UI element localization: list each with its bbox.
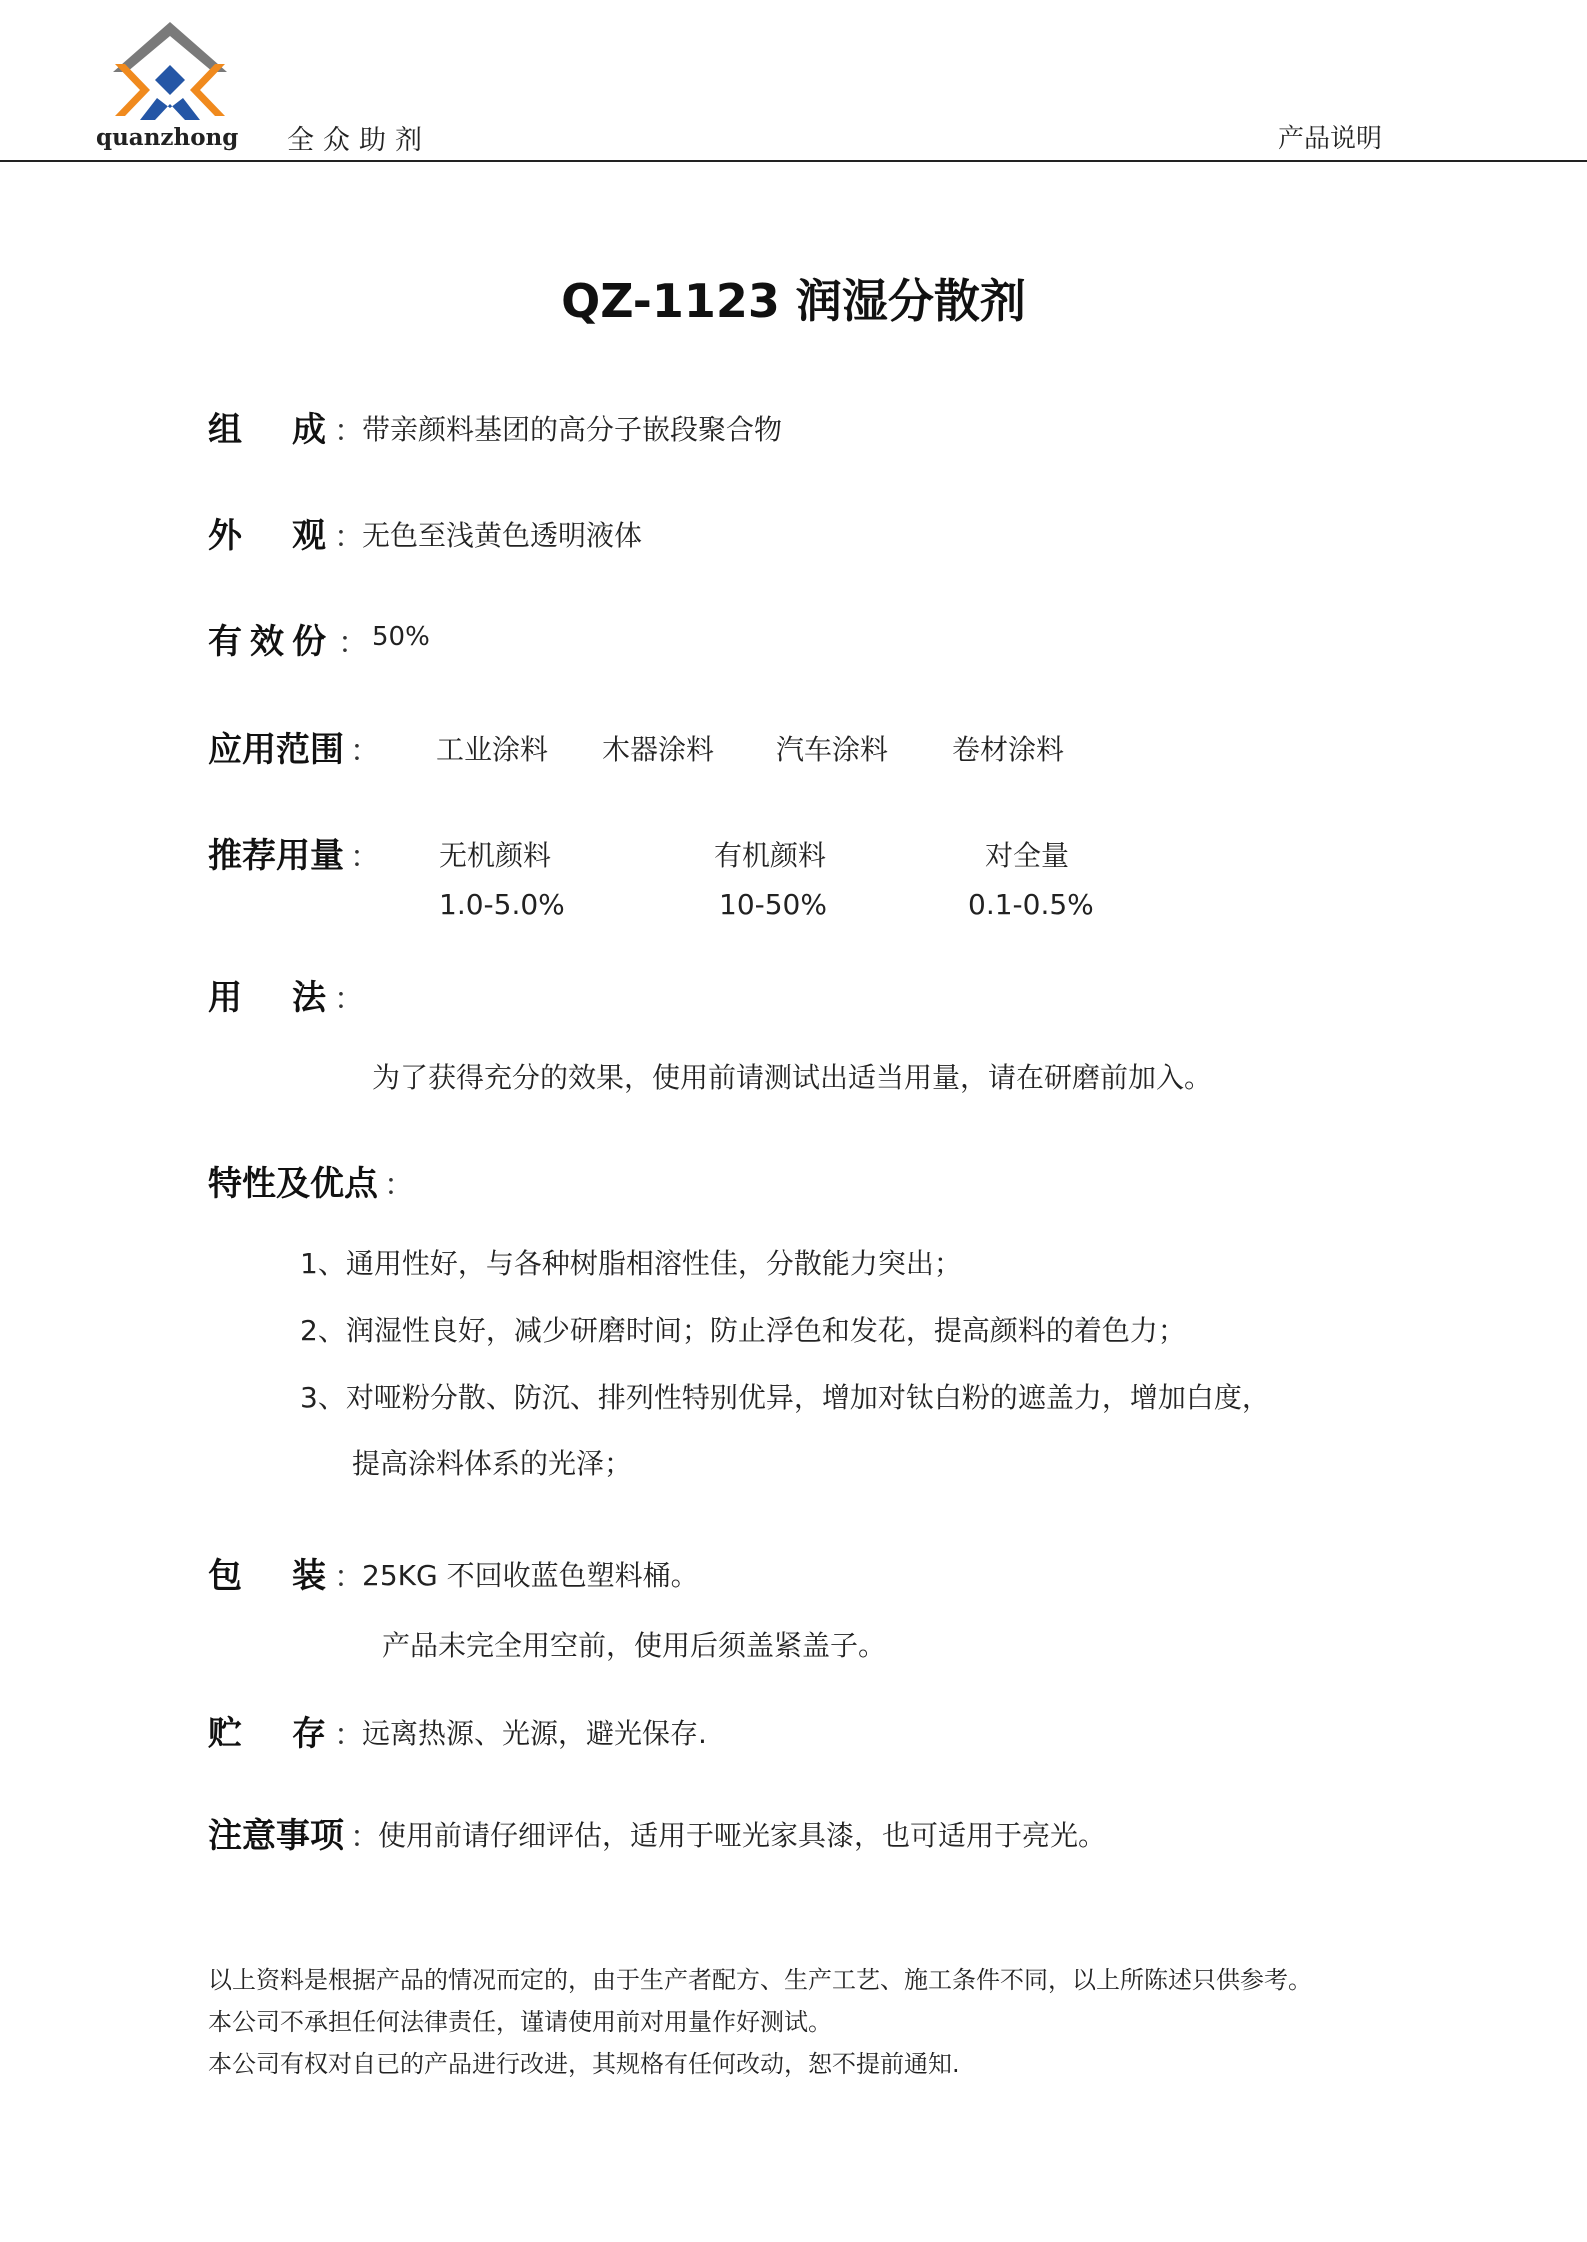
notes-value: 使用前请仔细评估，适用于哑光家具漆，也可适用于亮光。 — [378, 1819, 1107, 1852]
dosage-label: 推荐用量 — [208, 836, 344, 876]
appearance-label-b: 观 — [292, 516, 326, 556]
solids-colon: ： — [338, 626, 368, 661]
dosage-colon: ： — [350, 840, 380, 875]
feature-item: 3、对哑粉分散、防沉、排列性特别优异，增加对钛白粉的遮盖力，增加白度， — [300, 1381, 1270, 1414]
packaging-line2: 产品未完全用空前，使用后须盖紧盖子。 — [382, 1629, 887, 1662]
appearance-colon: ： — [334, 520, 364, 555]
storage-label-a: 贮 — [208, 1714, 242, 1754]
solids-value: 50% — [372, 622, 430, 652]
document-type: 产品说明 — [1278, 124, 1383, 154]
appearance-label-a: 外 — [208, 516, 242, 556]
feature-item-continuation: 提高涂料体系的光泽； — [352, 1447, 633, 1480]
application-item: 汽车涂料 — [776, 733, 889, 766]
composition-label-a: 组 — [208, 410, 242, 450]
header-divider — [0, 160, 1587, 162]
notes-colon: ： — [350, 1820, 380, 1855]
disclaimer-line: 本公司有权对自已的产品进行改进，其规格有任何改动，恕不提前通知. — [208, 2050, 960, 2078]
disclaimer-line: 本公司不承担任何法律责任，谨请使用前对用量作好测试。 — [208, 2008, 832, 2036]
company-logo-icon — [95, 20, 245, 130]
feature-item: 1、通用性好，与各种树脂相溶性佳，分散能力突出； — [300, 1247, 962, 1280]
application-item: 工业涂料 — [436, 733, 549, 766]
dosage-header: 对全量 — [985, 839, 1070, 872]
usage-label-a: 用 — [208, 978, 242, 1018]
application-item: 木器涂料 — [602, 733, 715, 766]
solids-label: 有效份 — [208, 622, 334, 662]
packaging-colon: ： — [334, 1560, 364, 1595]
usage-text: 为了获得充分的效果，使用前请测试出适当用量，请在研磨前加入。 — [372, 1061, 1213, 1094]
storage-label-b: 存 — [292, 1714, 326, 1754]
packaging-label-a: 包 — [208, 1556, 242, 1596]
application-item: 卷材涂料 — [952, 733, 1065, 766]
dosage-header: 无机颜料 — [439, 839, 552, 872]
logo-wordmark: quanzhong — [96, 124, 239, 151]
features-colon: ： — [384, 1168, 414, 1203]
composition-label-b: 成 — [292, 410, 326, 450]
page-title: QZ-1123 润湿分散剂 — [561, 274, 1026, 328]
notes-label: 注意事项 — [208, 1816, 344, 1856]
features-label: 特性及优点 — [208, 1164, 378, 1204]
usage-label-b: 法 — [292, 978, 326, 1018]
applications-label: 应用范围 — [208, 730, 344, 770]
disclaimer-line: 以上资料是根据产品的情况而定的，由于生产者配方、生产工艺、施工条件不同，以上所陈述只供参考。 — [208, 1966, 1312, 1994]
dosage-value: 0.1-0.5% — [968, 888, 1094, 921]
applications-colon: ： — [350, 734, 380, 769]
dosage-header: 有机颜料 — [714, 839, 827, 872]
dosage-value: 10-50% — [719, 888, 827, 921]
feature-item: 2、润湿性良好，减少研磨时间；防止浮色和发花，提高颜料的着色力； — [300, 1314, 1186, 1347]
storage-value: 远离热源、光源，避光保存. — [362, 1717, 707, 1750]
usage-colon: ： — [334, 982, 364, 1017]
storage-colon: ： — [334, 1718, 364, 1753]
composition-value: 带亲颜料基团的高分子嵌段聚合物 — [362, 413, 783, 446]
dosage-value: 1.0-5.0% — [439, 888, 565, 921]
company-name: 全众助剂 — [287, 125, 431, 156]
appearance-value: 无色至浅黄色透明液体 — [362, 519, 643, 552]
composition-colon: ： — [334, 414, 364, 449]
packaging-label-b: 装 — [292, 1556, 326, 1596]
packaging-line1: 25KG 不回收蓝色塑料桶。 — [362, 1559, 699, 1592]
